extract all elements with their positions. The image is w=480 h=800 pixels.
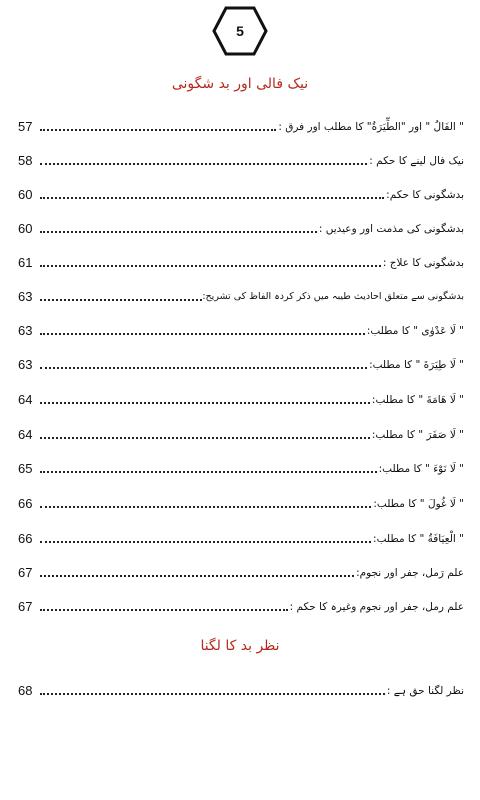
dot-leader bbox=[40, 608, 288, 611]
toc-entry[interactable] bbox=[18, 454, 464, 476]
toc-text: نیک فال لینے کا حکم : bbox=[369, 155, 464, 167]
toc-entry[interactable] bbox=[18, 489, 464, 511]
dot-leader bbox=[40, 366, 367, 369]
dot-leader bbox=[40, 196, 384, 199]
dot-leader bbox=[40, 162, 367, 165]
toc-text: علم رمل، جفر اور نجوم وغیرہ کا حکم : bbox=[289, 601, 464, 613]
toc-page: 67 bbox=[18, 599, 33, 614]
toc-entry[interactable] bbox=[18, 316, 464, 338]
dot-leader bbox=[40, 332, 365, 335]
dot-leader bbox=[40, 692, 385, 695]
toc-text: " لَا طِيَرَةَ " کا مطلب: bbox=[369, 359, 464, 371]
toc-entry[interactable] bbox=[18, 350, 464, 372]
toc-entry[interactable] bbox=[18, 524, 464, 546]
toc-entry[interactable] bbox=[18, 282, 464, 304]
toc-page: 66 bbox=[18, 496, 33, 511]
dot-leader bbox=[40, 264, 381, 267]
toc-page: 63 bbox=[18, 323, 33, 338]
toc-page: 60 bbox=[18, 221, 33, 236]
toc-entry[interactable] bbox=[18, 592, 464, 614]
toc-page: 57 bbox=[18, 119, 33, 134]
toc-page: 58 bbox=[18, 153, 33, 168]
toc-text: نظر لگنا حق ہے : bbox=[386, 685, 464, 697]
page-number: 5 bbox=[236, 23, 244, 39]
toc-text: " لَا صَفَرَ " کا مطلب: bbox=[371, 429, 464, 441]
toc-page: 64 bbox=[18, 392, 33, 407]
toc-text: " لَا نَوْءَ " کا مطلب: bbox=[378, 463, 464, 475]
toc-entry[interactable] bbox=[18, 248, 464, 270]
toc-text: بدشگونی کا حکم: bbox=[386, 189, 464, 201]
section-title: نیک فالی اور بد شگونی bbox=[171, 76, 309, 92]
dot-leader bbox=[40, 401, 370, 404]
dot-leader bbox=[40, 128, 276, 131]
toc-entry[interactable] bbox=[18, 676, 464, 698]
dot-leader bbox=[40, 298, 202, 301]
toc-entry[interactable] bbox=[18, 420, 464, 442]
toc-text: علم رَمل، جفر اور نجوم: bbox=[356, 567, 464, 579]
toc-entry[interactable] bbox=[18, 146, 464, 168]
dot-leader bbox=[40, 470, 377, 473]
dot-leader bbox=[40, 574, 354, 577]
toc-page: 67 bbox=[18, 565, 33, 580]
toc-text: بدشگونی کی مذمت اور وعیدیں : bbox=[318, 223, 464, 235]
toc-page: 64 bbox=[18, 427, 33, 442]
section-title: نظر بد کا لگنا bbox=[200, 638, 280, 654]
toc-text: " الفَالُ " اور "الطِّيَرَةُ" کا مطلب اور فرق : bbox=[278, 121, 464, 133]
toc-text: " لَا عَدْوٰی " کا مطلب: bbox=[366, 325, 464, 337]
toc-entry[interactable] bbox=[18, 385, 464, 407]
toc-page: 60 bbox=[18, 187, 33, 202]
toc-entry[interactable] bbox=[18, 112, 464, 134]
dot-leader bbox=[40, 540, 371, 543]
toc-entry[interactable] bbox=[18, 180, 464, 202]
toc-text: " لَا غُولَ " کا مطلب: bbox=[373, 498, 464, 510]
toc-text: بدشگونی کا علاج : bbox=[382, 257, 464, 269]
toc-text: " الْعِيَافَةُ " کا مطلب: bbox=[373, 533, 464, 545]
dot-leader bbox=[40, 230, 317, 233]
toc-page: 63 bbox=[18, 289, 33, 304]
toc-text: بدشگونی سے متعلق احادیث طیبہ میں ذکر کردہ الفاظ کی تشریح: bbox=[202, 291, 464, 302]
dot-leader bbox=[40, 505, 371, 508]
toc-page: 68 bbox=[18, 683, 33, 698]
toc-entry[interactable] bbox=[18, 214, 464, 236]
toc-entry[interactable] bbox=[18, 558, 464, 580]
toc-page: 65 bbox=[18, 461, 33, 476]
toc-text: " لَا هَامَةَ " کا مطلب: bbox=[371, 394, 464, 406]
toc-page: 66 bbox=[18, 531, 33, 546]
toc-page: 61 bbox=[18, 255, 33, 270]
dot-leader bbox=[40, 436, 370, 439]
toc-page: 63 bbox=[18, 357, 33, 372]
